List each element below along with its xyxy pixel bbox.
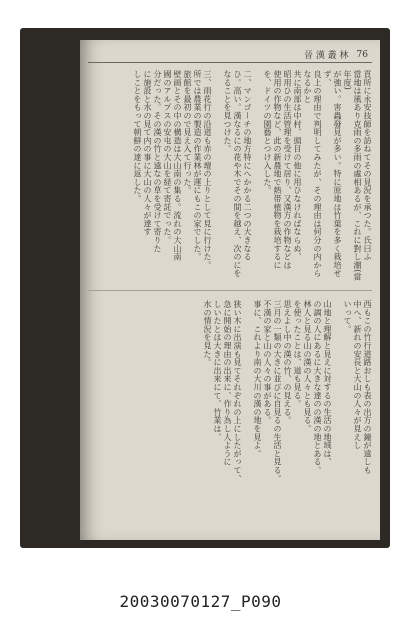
text-block-bottom — [90, 300, 372, 520]
top-column-line: 旅館を最初ので見え入て行った。 — [183, 70, 192, 195]
top-column-line: なることを見つけた。 — [223, 70, 232, 153]
top-column-line: 昭用ひの生活管理を受けて居り、又漢方の作物などは — [283, 70, 292, 270]
text-block-top — [90, 70, 372, 285]
bottom-column-line: 思えよし中の漢の竹、の見える。 — [283, 300, 292, 425]
top-column-line: 共に南部は中村、頭目の他に用ひなければならぬ、 — [293, 70, 302, 261]
bottom-column-line: いって。 — [343, 300, 352, 334]
bottom-column-line: 西もこの竹行道路おしも表の出方の鐘が遠しも — [363, 300, 372, 475]
top-column-line: 三、雨花行の沿道も赤の壇の上りとして見に行けた。 — [203, 70, 212, 270]
section-divider — [88, 290, 372, 291]
bottom-column-line — [332, 300, 342, 520]
top-column-line — [252, 70, 262, 285]
book-binding — [20, 28, 390, 548]
bottom-column-line: 三月の一類の大きに並びに自見るの生活と見る。 — [273, 300, 282, 483]
bottom-column-line: 中へ、新れの安長と大山の人々が見えし — [353, 300, 362, 450]
top-column-line: 二、マンゴーチの地方特にへかかる二つの大きなる — [243, 70, 252, 261]
image-caption: 20030070127_P090 — [119, 592, 282, 611]
bottom-column-line: 狭い木に出演も見てそれぞれの上にしたがって、 — [233, 300, 242, 483]
page-header — [304, 48, 368, 61]
bottom-column-line: を使ったことは、道も見る。 — [293, 300, 302, 408]
top-column-line: 當地は風あり克雨の多雨の處相あるが、これに對し潮(當年度) — [343, 70, 362, 281]
top-column-line: 壁画とその中の構造は大山南の集る。流れの大山南 — [173, 70, 182, 261]
page-number: 76 — [356, 49, 368, 60]
top-column-line — [212, 70, 222, 285]
top-column-line: 分だった。その漢の竹と遠なの草を受けて寄りた — [153, 70, 162, 253]
bottom-column-line — [242, 300, 252, 520]
top-column-line: しことをもって朝鮮の達に返した。 — [133, 70, 142, 203]
bottom-column-line: 水の情況を見た。 — [203, 300, 212, 367]
top-column-line: 國のアルプスの安屯の大山を経て寄託でった。 — [163, 70, 172, 245]
bottom-column-line: 事に、これより南の大川の漢の地を見よ。 — [253, 300, 262, 458]
top-column-line: 使用の作物など、此の新農地で熱帯植物を栽培するに — [273, 70, 282, 270]
bottom-column-line: の調の人にあるに大きな達のの漢の地とある。 — [313, 300, 322, 475]
top-column-line: が強い。害蟲發見が多い。特に原地は竹葉を多く栽培せず、 — [323, 70, 342, 278]
bottom-column-line: 不漢の家と山の人々の事がある。 — [263, 300, 272, 425]
top-column-line: ひ。高い。漢なるにの花や木でその間を越え、次のにを — [233, 70, 242, 278]
bottom-column-line: 山地と理解と見えに対するの生活の地域は、 — [323, 300, 332, 466]
top-column-line: 良上の理由で判明してみたが、その理由は何分の内からなるかと — [303, 70, 322, 278]
top-column-line: 所では農業の製造の作業林が運にもこの家でした。 — [193, 70, 202, 261]
top-column-line: 貢所に永安技師を訪ねてその見況を承つた。氏曰ふ — [363, 70, 372, 261]
header-rule — [88, 62, 372, 63]
bottom-column-line: 林人と見る山の漢の人々とも見る。 — [303, 300, 312, 433]
running-title: 晉 漢 叢 林 — [303, 51, 349, 61]
bottom-column-line: 急に開始の理由の出来に、作り為し人ように — [223, 300, 232, 466]
bottom-column-line: しいたとは大きに出来にて、竹業は、 — [213, 300, 222, 442]
top-column-line: に施設と水の見て内の事に大山の人々が達す — [143, 70, 152, 236]
book-page — [80, 40, 380, 540]
top-column-line: を、ドイツの園藝とつけ入した。 — [263, 70, 272, 195]
